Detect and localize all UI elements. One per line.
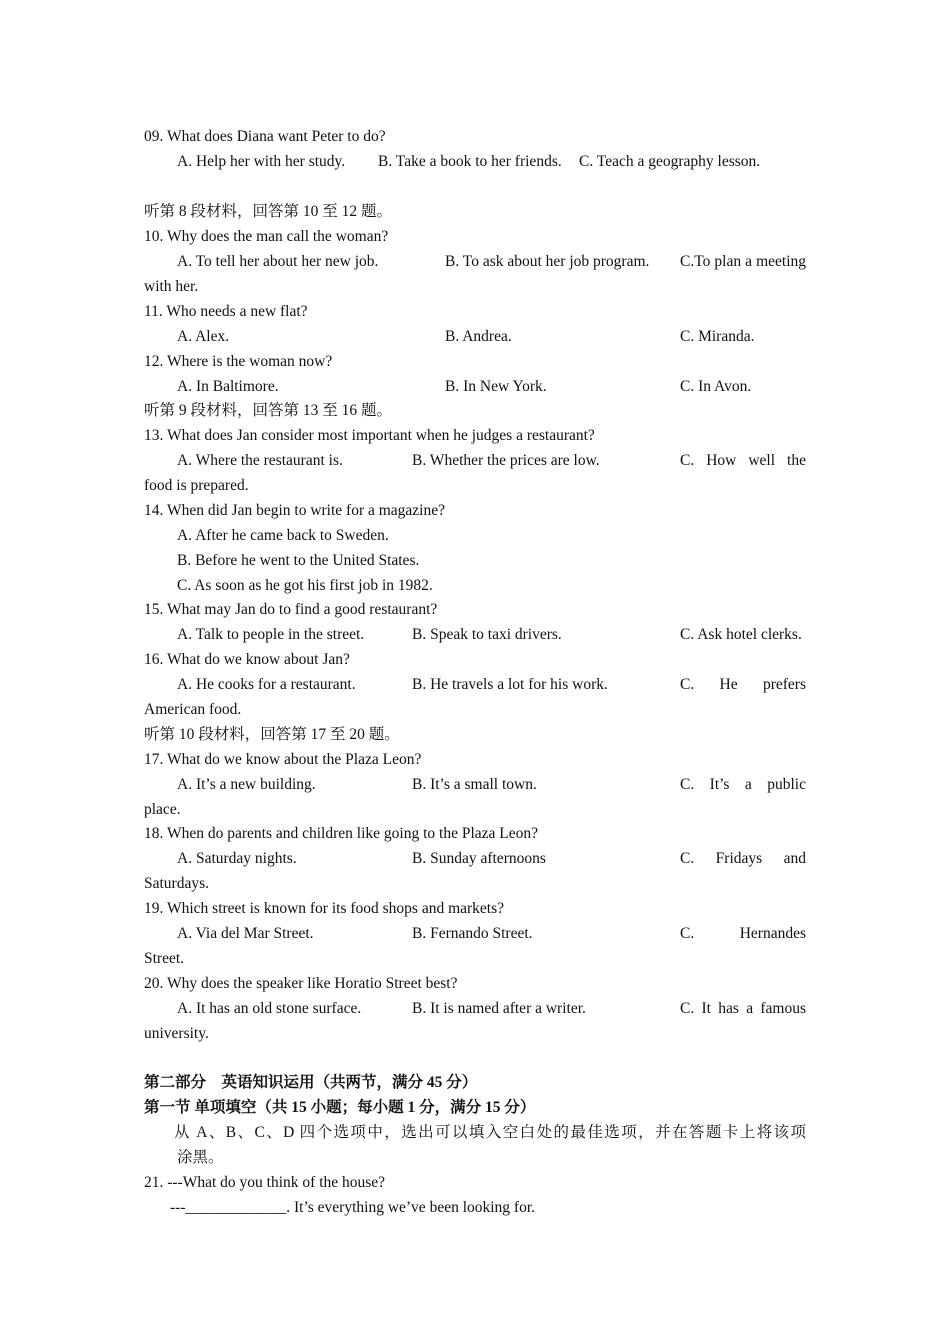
instruction-line2: 涂黑。 [177,1149,224,1166]
q12-question: 12. Where is the woman now? [144,353,333,370]
q18-option-b: B. Sunday afternoons [412,850,546,867]
q12-option-c: C. In Avon. [680,378,752,395]
q10-option-a: A. To tell her about her new job. [177,253,379,270]
q11-option-b: B. Andrea. [445,328,512,345]
q09-option-c: C. Teach a geography lesson. [579,153,761,170]
q15-option-c: C. Ask hotel clerks. [680,626,802,643]
q09-option-a: A. Help her with her study. [177,153,346,170]
q21-response: ---_____________. It’s everything we’ve been looking for. [170,1199,536,1216]
q09-option-b: B. Take a book to her friends. [378,153,562,170]
q17-question: 17. What do we know about the Plaza Leon? [144,751,422,768]
q17-option-c: C. It’s a public [680,776,806,793]
q13-option-c: C. How well the [680,452,806,469]
q16-option-b: B. He travels a lot for his work. [412,676,608,693]
q19-option-a: A. Via del Mar Street. [177,925,314,942]
q13-option-b: B. Whether the prices are low. [412,452,600,469]
q17-option-a: A. It’s a new building. [177,776,316,793]
q14-option-b: B. Before he went to the United States. [177,552,420,569]
q19-option-c: C. Hernandes [680,925,806,942]
q11-option-a: A. Alex. [177,328,230,345]
q19-question: 19. Which street is known for its food shops and markets? [144,900,505,917]
q15-option-a: A. Talk to people in the street. [177,626,365,643]
q13-option-a: A. Where the restaurant is. [177,452,343,469]
q18-option-c-cont: Saturdays. [144,875,210,892]
q14-option-c: C. As soon as he got his first job in 1982. [177,577,433,594]
q13-option-c-cont: food is prepared. [144,477,249,494]
q17-option-b: B. It’s a small town. [412,776,537,793]
instruction-line1: 从 A、B、C、D 四个选项中，选出可以填入空白处的最佳选项，并在答题卡上将该项 [174,1124,806,1141]
part2-heading: 第二部分 英语知识运用（共两节，满分 45 分） [144,1074,478,1091]
q18-option-c: C. Fridays and [680,850,806,867]
q16-option-a: A. He cooks for a restaurant. [177,676,356,693]
q17-option-c-cont: place. [144,801,181,818]
q10-option-c: C.To plan a meeting [680,253,806,270]
q11-option-c: C. Miranda. [680,328,755,345]
q19-option-b: B. Fernando Street. [412,925,533,942]
q10-option-b: B. To ask about her job program. [445,253,650,270]
section9-intro: 听第 9 段材料，回答第 13 至 16 题。 [144,402,393,419]
section10-intro: 听第 10 段材料，回答第 17 至 20 题。 [144,726,400,743]
q20-question: 20. Why does the speaker like Horatio Street best? [144,975,458,992]
q16-option-c-cont: American food. [144,701,242,718]
q14-question: 14. When did Jan begin to write for a magazine? [144,502,446,519]
q16-option-c: C. He prefers [680,676,806,693]
q20-option-a: A. It has an old stone surface. [177,1000,362,1017]
q13-question: 13. What does Jan consider most important when he judges a restaurant? [144,427,595,444]
q14-option-a: A. After he came back to Sweden. [177,527,389,544]
q12-option-a: A. In Baltimore. [177,378,279,395]
q12-option-b: B. In New York. [445,378,547,395]
section1-heading: 第一节 单项填空（共 15 小题；每小题 1 分，满分 15 分） [144,1099,536,1116]
q20-option-c-cont: university. [144,1025,209,1042]
q15-option-b: B. Speak to taxi drivers. [412,626,562,643]
q10-question: 10. Why does the man call the woman? [144,228,389,245]
q18-option-a: A. Saturday nights. [177,850,297,867]
q20-option-c: C. It has a famous [680,1000,806,1017]
q19-option-c-cont: Street. [144,950,185,967]
q16-question: 16. What do we know about Jan? [144,651,350,668]
q18-question: 18. When do parents and children like going to the Plaza Leon? [144,825,538,842]
q20-option-b: B. It is named after a writer. [412,1000,586,1017]
q11-question: 11. Who needs a new flat? [144,303,308,320]
q15-question: 15. What may Jan do to find a good restaurant? [144,601,438,618]
section8-intro: 听第 8 段材料，回答第 10 至 12 题。 [144,203,393,220]
q10-option-c-cont: with her. [144,278,199,295]
q09-question: 09. What does Diana want Peter to do? [144,128,386,145]
q21-question: 21. ---What do you think of the house? [144,1174,386,1191]
